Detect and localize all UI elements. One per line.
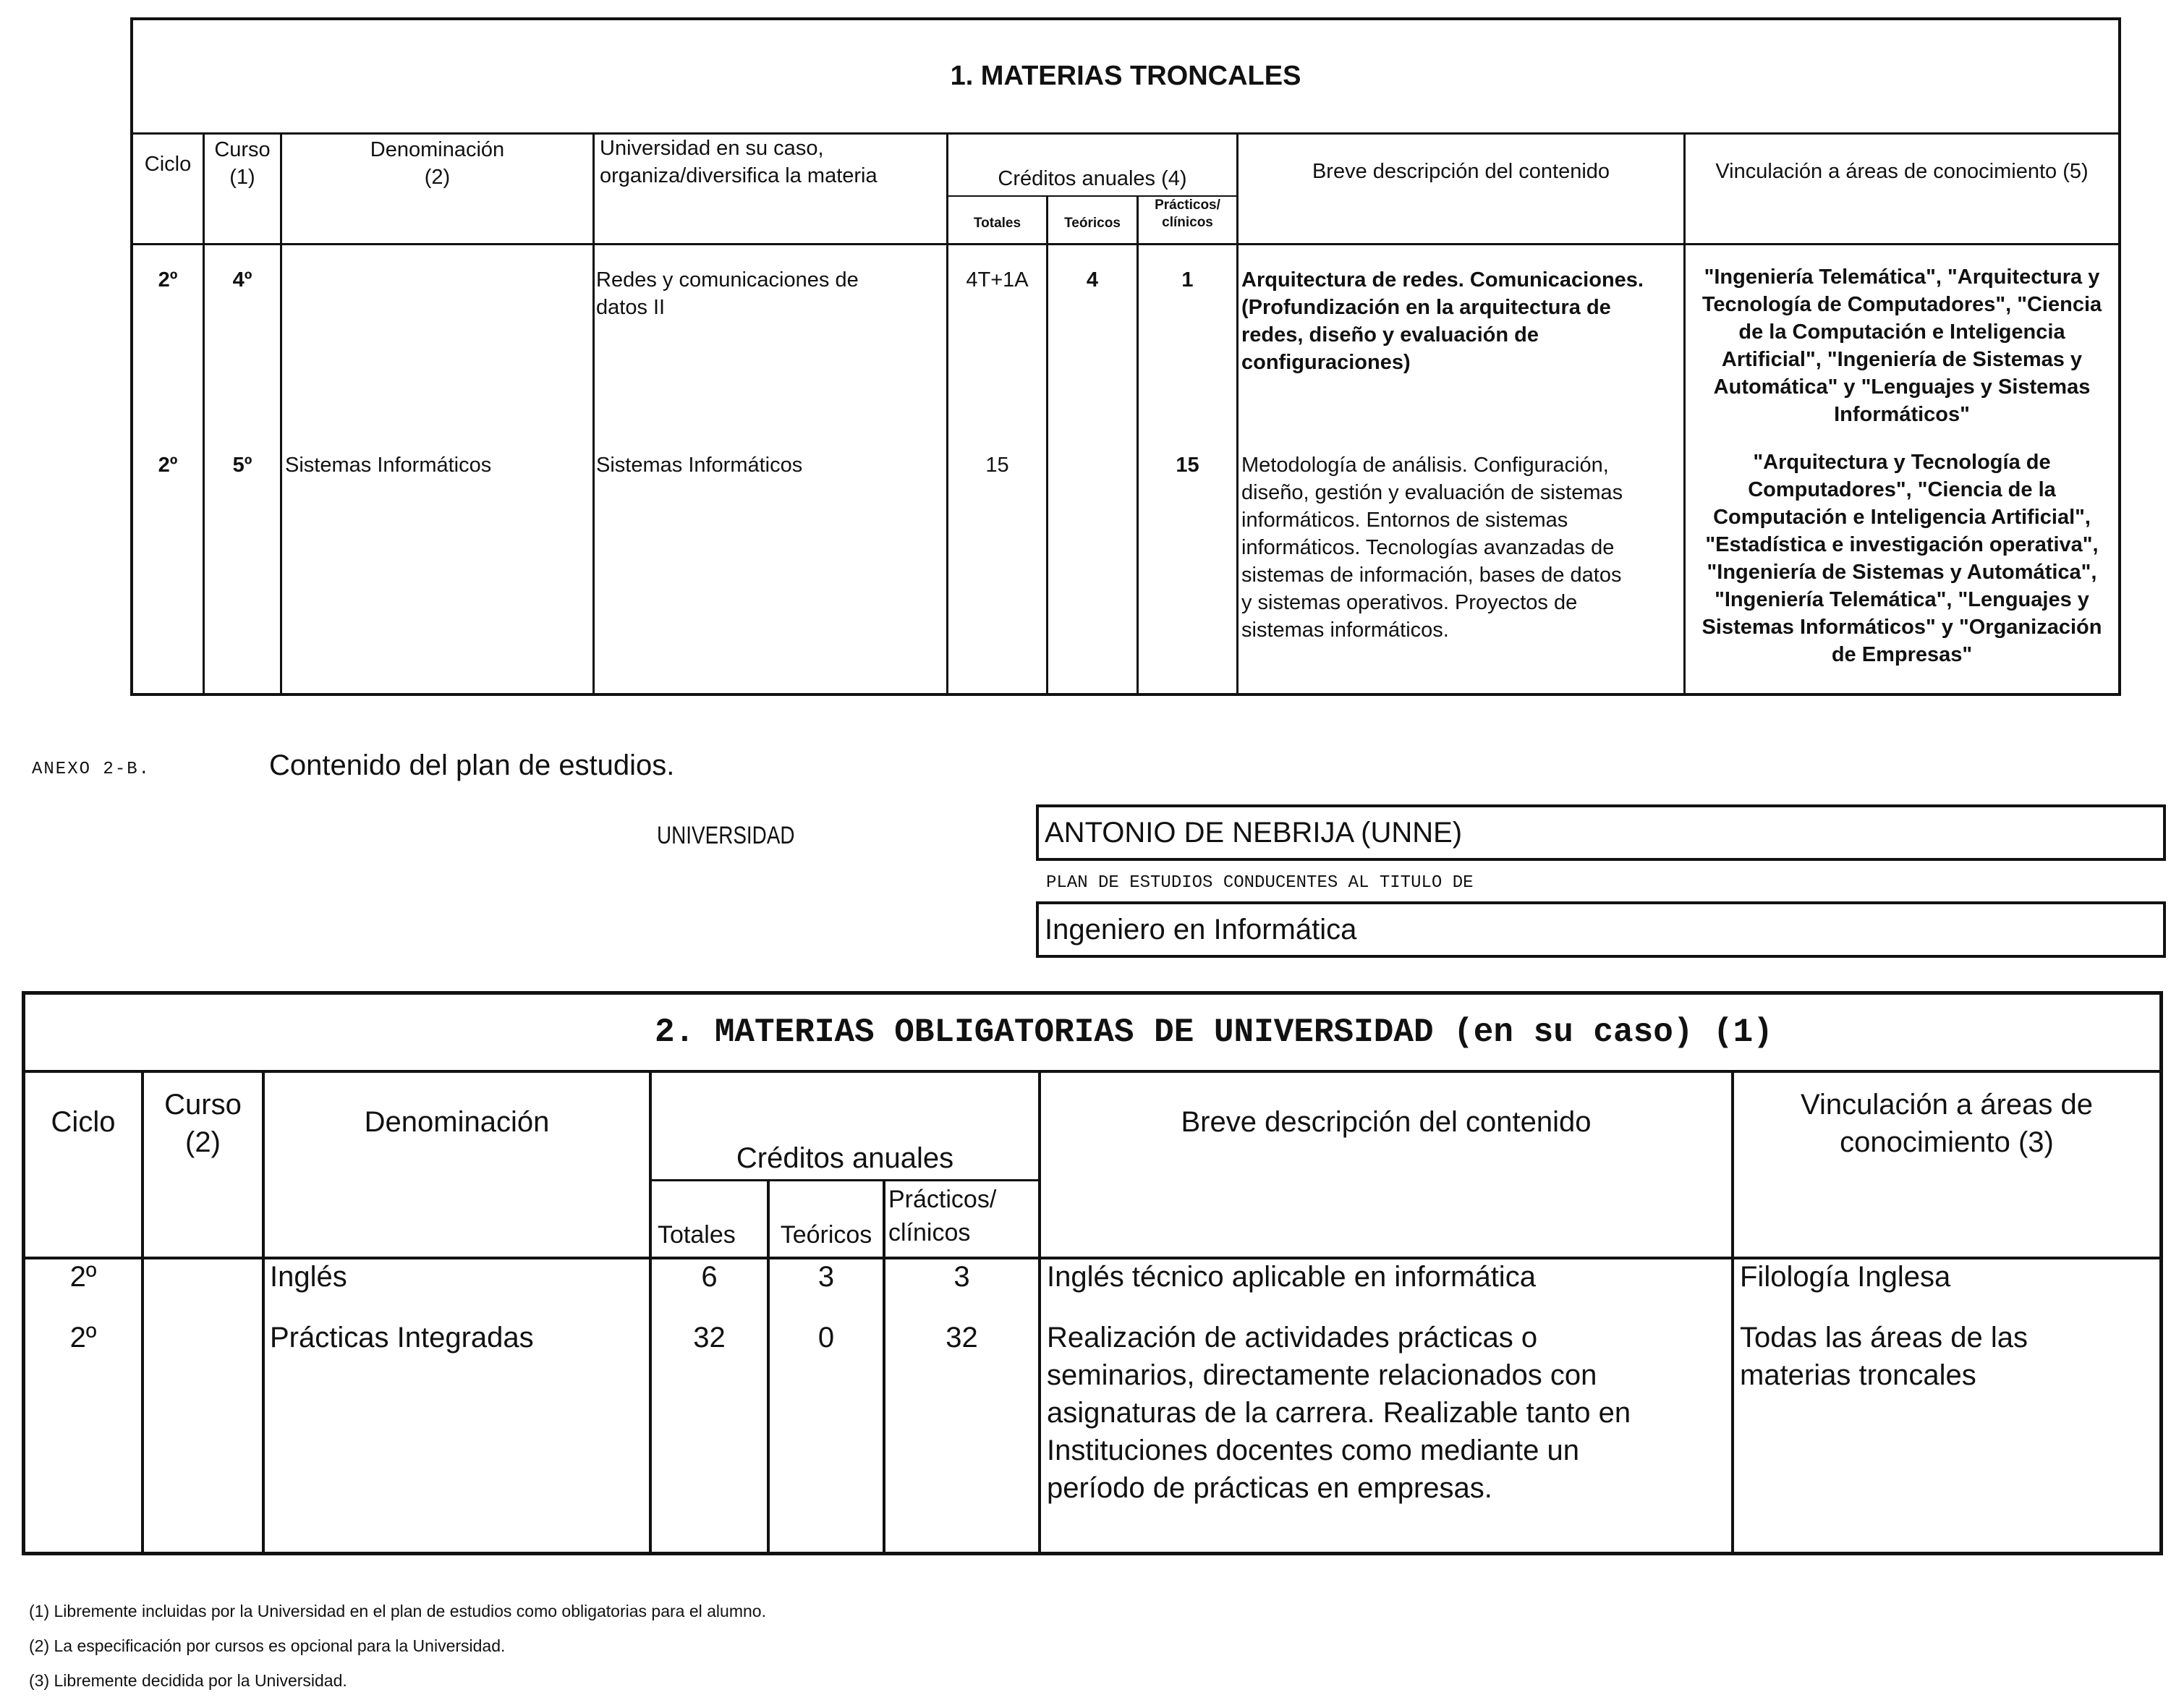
footnote-3: (3) Libremente decidida por la Universidad. bbox=[29, 1671, 347, 1690]
col-divider bbox=[883, 1179, 885, 1552]
cell-totales: 6 bbox=[701, 1261, 718, 1293]
header-denominacion: Denominación (2) bbox=[370, 138, 505, 189]
cell-practicos: 1 bbox=[1181, 268, 1194, 292]
header-ciclo: Ciclo bbox=[51, 1106, 116, 1138]
cell-denominacion: Sistemas Informáticos bbox=[285, 454, 492, 477]
universidad-value-box bbox=[1036, 804, 2166, 861]
row-divider bbox=[133, 243, 2118, 245]
cell-descripcion: Realización de actividades prácticas o seminarios, directamente relacionados con asignaturas de la carrera. Realizable tanto en Instituciones docentes como mediante un período de prácticas en empresas. bbox=[1047, 1322, 1631, 1504]
row-divider bbox=[649, 1179, 1038, 1181]
col-divider bbox=[203, 135, 205, 696]
cell-descripcion: Metodología de análisis. Configuración, diseño, gestión y evaluación de sistemas informáticos. Entornos de sistemas informáticos. Tecnologías avanzadas de sistemas de información, bases de datos y sistemas operativos. Proyectos de sistemas informáticos. bbox=[1241, 454, 1623, 642]
col-divider bbox=[262, 1073, 265, 1552]
cell-totales: 15 bbox=[985, 454, 1009, 477]
obligatorias-table bbox=[22, 991, 2163, 1555]
troncales-table bbox=[130, 17, 2121, 696]
cell-universidad: Sistemas Informáticos bbox=[596, 454, 803, 477]
cell-ciclo: 2º bbox=[69, 1322, 97, 1354]
cell-descripcion: Arquitectura de redes. Comunicaciones. (Profundización en la arquitectura de redes, diseño y evaluación de configuraciones) bbox=[1241, 268, 1644, 374]
cell-practicos: 3 bbox=[953, 1261, 970, 1293]
cell-denominacion: Inglés bbox=[270, 1261, 347, 1293]
plan-label: PLAN DE ESTUDIOS CONDUCENTES AL TITULO DE bbox=[1046, 873, 1474, 893]
header-teoricos: Teóricos bbox=[1064, 216, 1121, 231]
header-universidad: Universidad en su caso, organiza/diversifica la materia bbox=[600, 137, 878, 187]
header-vinculacion: Vinculación a áreas de conocimiento (5) bbox=[1715, 160, 2089, 183]
obligatorias-title: 2. MATERIAS OBLIGATORIAS DE UNIVERSIDAD (en su caso) (1) bbox=[25, 995, 2159, 1073]
cell-vinculacion: Todas las áreas de las materias troncales bbox=[1740, 1322, 2028, 1391]
col-divider bbox=[1038, 1073, 1041, 1552]
cell-totales: 32 bbox=[693, 1322, 726, 1354]
cell-vinculacion: Filología Inglesa bbox=[1740, 1261, 1951, 1293]
cell-vinculacion: "Arquitectura y Tecnología de Computadores", "Ciencia de la Computación e Inteligencia Artificial", "Estadística e investigación operativa", "Ingeniería de Sistemas y Automática", "Ingeniería Telemática", "Lenguajes y Sistemas Informáticos" y "Organización de Empresas" bbox=[1701, 451, 2102, 666]
titulo-value-box bbox=[1036, 901, 2166, 958]
titulo-value: Ingeniero en Informática bbox=[1045, 913, 1357, 946]
col-divider bbox=[280, 135, 282, 696]
header-curso: Curso (1) bbox=[214, 138, 271, 189]
cell-descripcion: Inglés técnico aplicable en informática bbox=[1047, 1261, 1536, 1293]
header-ciclo: Ciclo bbox=[144, 153, 192, 176]
cell-ciclo: 2º bbox=[158, 268, 178, 292]
header-descripcion: Breve descripción del contenido bbox=[1181, 1106, 1592, 1138]
header-teoricos: Teóricos bbox=[780, 1221, 872, 1249]
header-practicos: Prácticos/ clínicos bbox=[1155, 197, 1220, 230]
header-totales: Totales bbox=[973, 216, 1021, 231]
cell-practicos: 32 bbox=[946, 1322, 978, 1354]
footnote-2: (2) La especificación por cursos es opcional para la Universidad. bbox=[29, 1636, 506, 1655]
cell-totales: 4T+1A bbox=[966, 268, 1029, 292]
cell-denominacion: Prácticas Integradas bbox=[270, 1322, 534, 1354]
cell-universidad: Redes y comunicaciones de datos II bbox=[596, 268, 859, 319]
footnote-1: (1) Libremente incluidas por la Universidad en el plan de estudios como obligatorias para el alumno. bbox=[29, 1602, 766, 1620]
cell-teoricos: 3 bbox=[817, 1261, 835, 1293]
header-denominacion: Denominación bbox=[364, 1106, 550, 1138]
anexo-label: ANEXO 2-B. bbox=[32, 760, 151, 779]
troncales-title: 1. MATERIAS TRONCALES bbox=[133, 20, 2118, 135]
cell-teoricos: 0 bbox=[817, 1322, 835, 1354]
anexo-title: Contenido del plan de estudios. bbox=[269, 749, 675, 781]
header-totales: Totales bbox=[658, 1221, 736, 1249]
cell-vinculacion: "Ingeniería Telemática", "Arquitectura y Tecnología de Computadores", "Ciencia de la Computación e Inteligencia Artificial", "Ingeniería de Sistemas y Automática" y "Lenguajes y Sistemas Informáticos" bbox=[1701, 265, 2102, 426]
universidad-value: ANTONIO DE NEBRIJA (UNNE) bbox=[1045, 816, 1463, 849]
header-creditos: Créditos anuales (4) bbox=[998, 167, 1187, 190]
header-curso: Curso (2) bbox=[164, 1089, 242, 1158]
col-divider bbox=[1236, 135, 1239, 696]
header-vinculacion: Vinculación a áreas de conocimiento (3) bbox=[1801, 1089, 2093, 1158]
cell-teoricos: 4 bbox=[1086, 268, 1099, 292]
universidad-label: UNIVERSIDAD bbox=[657, 822, 795, 849]
cell-curso: 5º bbox=[232, 454, 252, 477]
header-descripcion: Breve descripción del contenido bbox=[1312, 160, 1610, 183]
cell-ciclo: 2º bbox=[69, 1261, 97, 1293]
col-divider bbox=[592, 135, 595, 696]
cell-ciclo: 2º bbox=[158, 454, 178, 477]
cell-practicos: 15 bbox=[1176, 454, 1199, 477]
cell-curso: 4º bbox=[232, 268, 252, 292]
header-practicos: Prácticos/ clínicos bbox=[888, 1186, 997, 1246]
header-creditos: Créditos anuales bbox=[736, 1142, 954, 1174]
